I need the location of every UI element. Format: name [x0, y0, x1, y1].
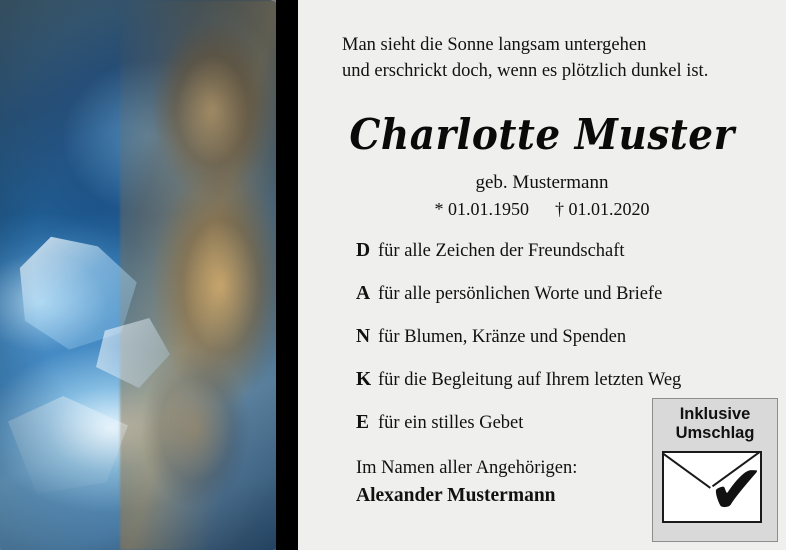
badge-line-2: Umschlag — [675, 424, 755, 443]
death-date: † 01.01.2020 — [555, 199, 650, 219]
verse-line-1: Man sieht die Sonne langsam untergehen — [342, 35, 647, 55]
acrostic-letter: K — [356, 369, 372, 390]
maiden-name: geb. Mustermann — [475, 172, 609, 193]
acrostic-letter: D — [356, 240, 371, 261]
acrostic-letter: A — [356, 283, 371, 304]
ice-photo — [0, 0, 276, 550]
acrostic-text: für alle persönlichen Worte und Briefe — [378, 284, 663, 304]
text-panel — [298, 0, 786, 550]
acrostic-text: für die Begleitung auf Ihrem letzten Weg — [378, 370, 682, 390]
acrostic-row — [356, 240, 776, 283]
verse-block — [342, 32, 772, 85]
acrostic-letter: E — [356, 412, 370, 433]
envelope-graphic — [662, 451, 770, 533]
life-dates — [298, 199, 786, 220]
birth-date: * 01.01.1950 — [434, 199, 529, 219]
acrostic-text: für Blumen, Kränze und Spenden — [378, 327, 627, 347]
acrostic-letter: N — [356, 326, 371, 347]
inclusive-envelope-badge — [652, 398, 778, 542]
badge-line-1: Inklusive — [679, 405, 751, 423]
badge-text — [653, 399, 777, 444]
acrostic-text: für alle Zeichen der Freundschaft — [378, 241, 625, 261]
closing-line: Im Namen aller Angehörigen: — [356, 458, 578, 478]
vertical-divider — [276, 0, 298, 550]
closing-block — [356, 455, 577, 510]
verse-line-2: und erschrickt doch, wenn es plötzlich dunkel ist. — [342, 61, 709, 82]
ice-photo-vignette — [0, 0, 276, 550]
checkmark-icon: ✔ — [708, 451, 765, 530]
acrostic-text: für ein stilles Gebet — [378, 413, 524, 433]
signature-name: Alexander Mustermann — [356, 484, 556, 506]
deceased-name: Charlotte Muster — [349, 110, 735, 160]
acrostic-row — [356, 283, 776, 326]
acrostic-row — [356, 326, 776, 369]
